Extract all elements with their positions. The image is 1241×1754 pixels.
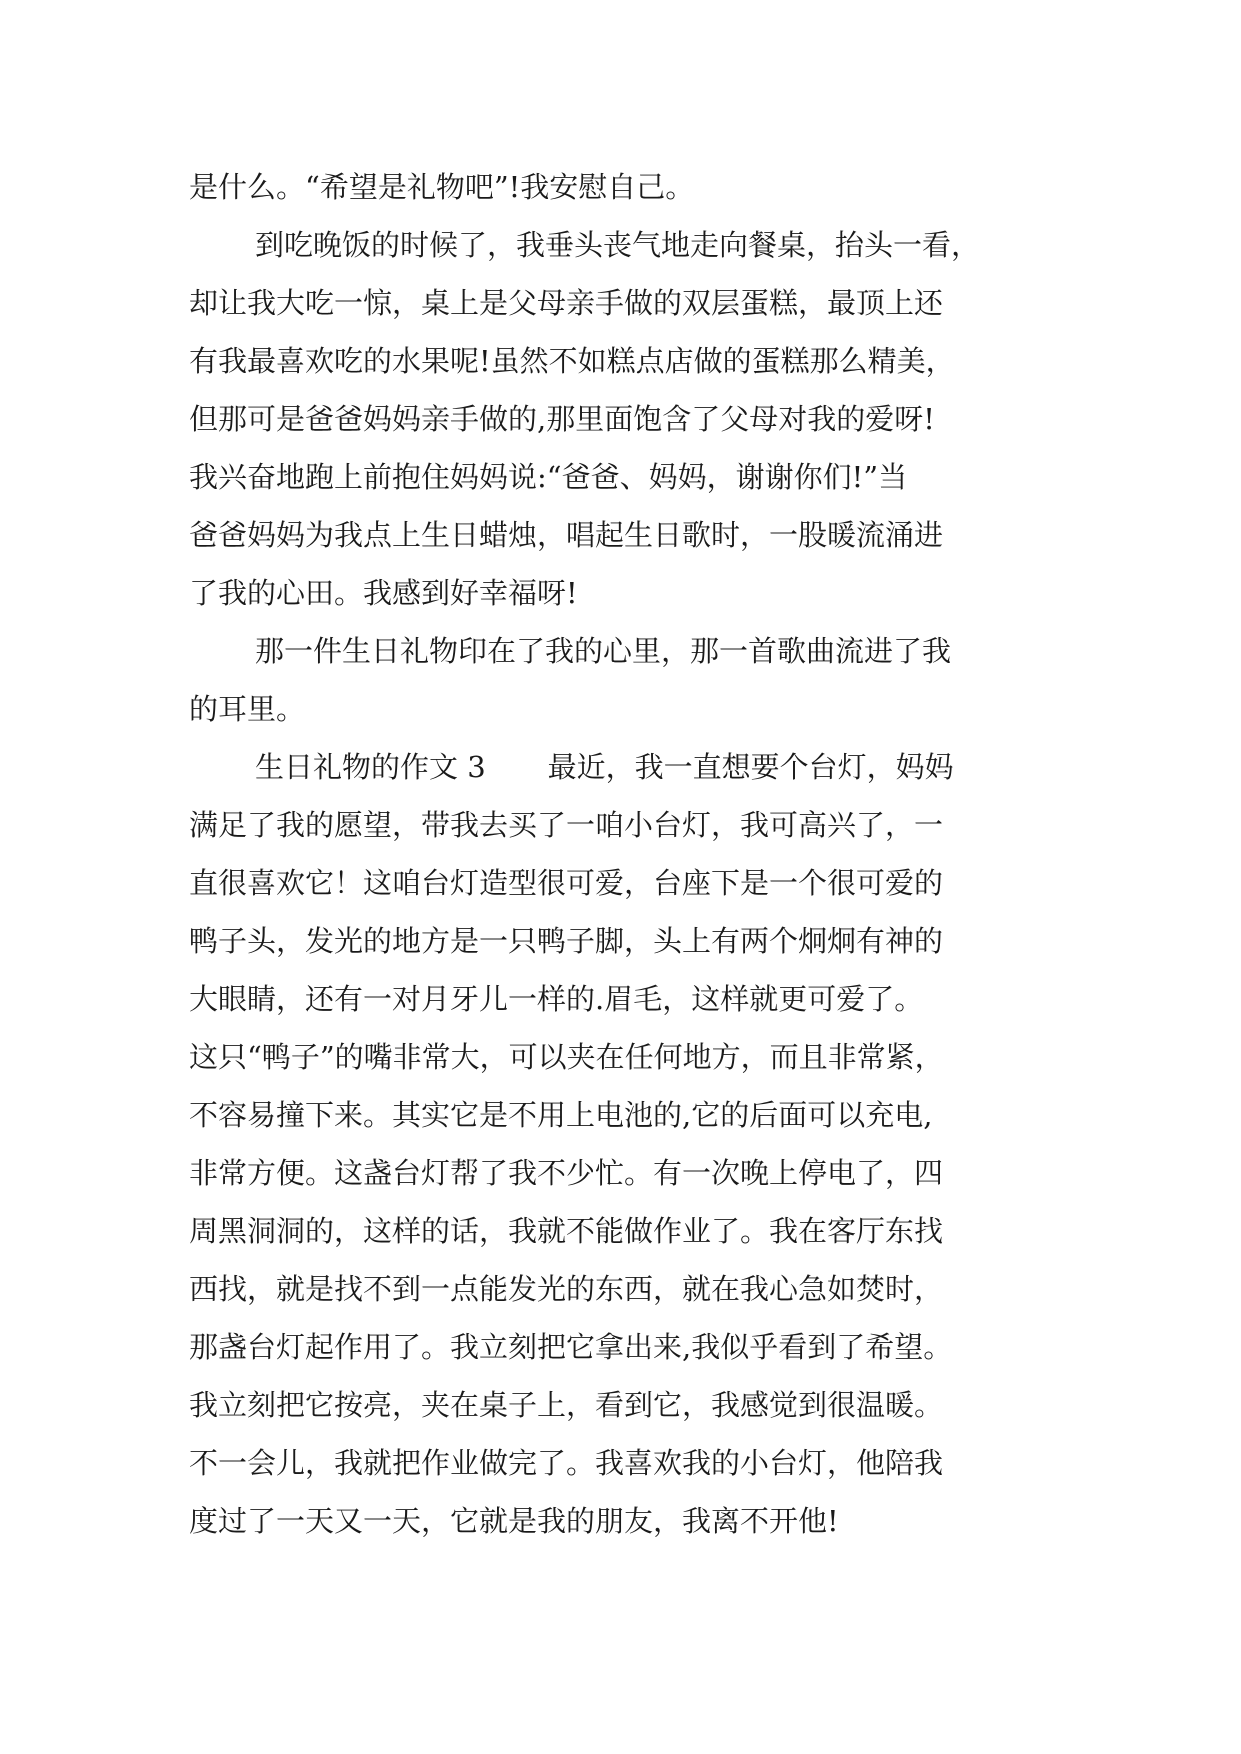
text-line: 却让我大吃一惊，桌上是父母亲手做的双层蛋糕，最顶上还 bbox=[189, 286, 944, 320]
text-line: 度过了一天又一天，它就是我的朋友，我离不开他! bbox=[189, 1504, 839, 1538]
text-line: 我立刻把它按亮，夹在桌子上，看到它，我感觉到很温暖。 bbox=[189, 1388, 944, 1422]
text-line: 我兴奋地跑上前抱住妈妈说:“爸爸、妈妈，谢谢你们!”当 bbox=[189, 460, 908, 494]
text-line: 但那可是爸爸妈妈亲手做的,那里面饱含了父母对我的爱呀! bbox=[189, 402, 935, 436]
text-line: 有我最喜欢吃的水果呢!虽然不如糕点店做的蛋糕那么精美， bbox=[189, 344, 955, 378]
section-heading: 生日礼物的作文 3 bbox=[255, 750, 486, 784]
text-line: 是什么。“希望是礼物吧”!我安慰自己。 bbox=[189, 170, 695, 204]
text-line: 非常方便。这盏台灯帮了我不少忙。有一次晚上停电了，四 bbox=[189, 1156, 944, 1190]
text-line: 这只“鸭子”的嘴非常大，可以夹在任何地方，而且非常紧， bbox=[189, 1040, 944, 1074]
text-line: 不一会儿，我就把作业做完了。我喜欢我的小台灯，他陪我 bbox=[189, 1446, 944, 1480]
document-body bbox=[189, 158, 1069, 1550]
text-line: 了我的心田。我感到好幸福呀! bbox=[189, 576, 578, 610]
section-heading-line bbox=[189, 738, 1069, 796]
text-line: 西找，就是找不到一点能发光的东西，就在我心急如焚时， bbox=[189, 1272, 944, 1306]
text-line: 周黑洞洞的，这样的话，我就不能做作业了。我在客厅东找 bbox=[189, 1214, 944, 1248]
text-line: 那一件生日礼物印在了我的心里，那一首歌曲流进了我 bbox=[255, 634, 952, 668]
text-line: 爸爸妈妈为我点上生日蜡烛，唱起生日歌时，一股暖流涌进 bbox=[189, 518, 944, 552]
text-line: 不容易撞下来。其实它是不用上电池的,它的后面可以充电, bbox=[189, 1098, 933, 1132]
text-line: 的耳里。 bbox=[189, 692, 306, 726]
text-line: 满足了我的愿望，带我去买了一咱小台灯，我可高兴了，一 bbox=[189, 808, 944, 842]
text-line-start: 最近，我一直想要个台灯，妈妈 bbox=[547, 750, 954, 784]
text-line: 直很喜欢它！这咱台灯造型很可爱，台座下是一个很可爱的 bbox=[189, 866, 944, 900]
text-line: 到吃晚饭的时候了，我垂头丧气地走向餐桌，抬头一看， bbox=[255, 228, 981, 262]
text-line: 那盏台灯起作用了。我立刻把它拿出来,我似乎看到了希望。 bbox=[189, 1330, 953, 1364]
text-line: 鸭子头，发光的地方是一只鸭子脚，头上有两个炯炯有神的 bbox=[189, 924, 944, 958]
text-line: 大眼睛，还有一对月牙儿一样的.眉毛，这样就更可爱了。 bbox=[189, 982, 924, 1016]
